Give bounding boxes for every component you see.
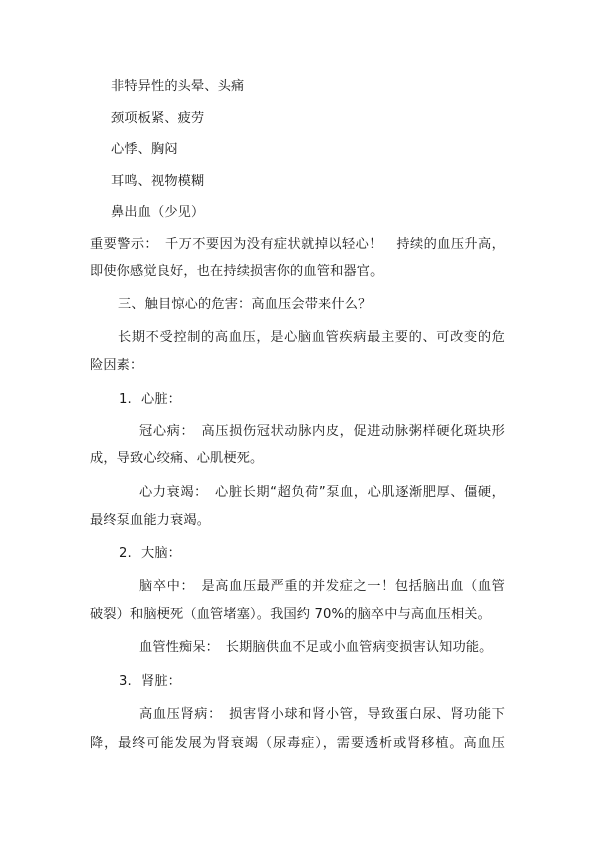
sub-line: 高血压肾病： 损害肾小球和肾小管，导致蛋白尿、肾功能下 (139, 707, 505, 722)
item-heading-kidney (119, 675, 181, 688)
item-title: 肾脏： (141, 674, 182, 689)
sub-line: 脑卒中： 是高血压最严重的并发症之一！包括脑出血（血管 (139, 579, 505, 594)
sub-line: 心力衰竭： 心脏长期“超负荷”泵血，心肌逐渐肥厚、僵硬， (139, 485, 505, 500)
item-title: 心脏： (141, 392, 182, 407)
intro-line: 长期不受控制的高血压，是心脑血管疾病最主要的、可改变的危 (118, 330, 505, 345)
symptom-item: 心悸、胸闷 (111, 142, 178, 157)
warning-line: 即使你感觉良好，也在持续损害你的血管和器官。 (90, 264, 384, 279)
symptom-item: 非特异性的头晕、头痛 (111, 79, 245, 94)
item-title: 大脑： (141, 546, 182, 561)
sub-line: 血管性痴呆： 长期脑供血不足或小血管病变损害认知功能。 (139, 640, 493, 655)
warning-line: 重要警示： 千万不要因为没有症状就掉以轻心！ 持续的血压升高， (90, 237, 505, 252)
item-number: 2. (119, 546, 132, 561)
item-number: 1. (119, 392, 132, 407)
symptom-item: 颈项板紧、疲劳 (111, 111, 205, 126)
item-heading-brain (119, 547, 181, 560)
sub-line: 冠心病： 高压损伤冠状动脉内皮，促进动脉粥样硬化斑块形 (139, 424, 505, 439)
sub-line: 破裂）和脑梗死（血管堵塞）。我国约 70%的脑卒中与高血压相关。 (90, 607, 491, 622)
symptom-item: 鼻出血（少见） (111, 205, 205, 220)
intro-line: 险因素： (90, 358, 144, 373)
item-number: 3. (119, 674, 132, 689)
sub-line: 降，最终可能发展为肾衰竭（尿毒症），需要透析或肾移植。高血压 (90, 736, 505, 751)
item-heading-heart (119, 393, 181, 406)
section-heading: 三、触目惊心的危害：高血压会带来什么？ (118, 297, 372, 312)
sub-line: 成，导致心绞痛、心肌梗死。 (90, 451, 264, 466)
sub-line: 最终泵血能力衰竭。 (90, 513, 211, 528)
symptom-item: 耳鸣、视物模糊 (111, 174, 205, 189)
